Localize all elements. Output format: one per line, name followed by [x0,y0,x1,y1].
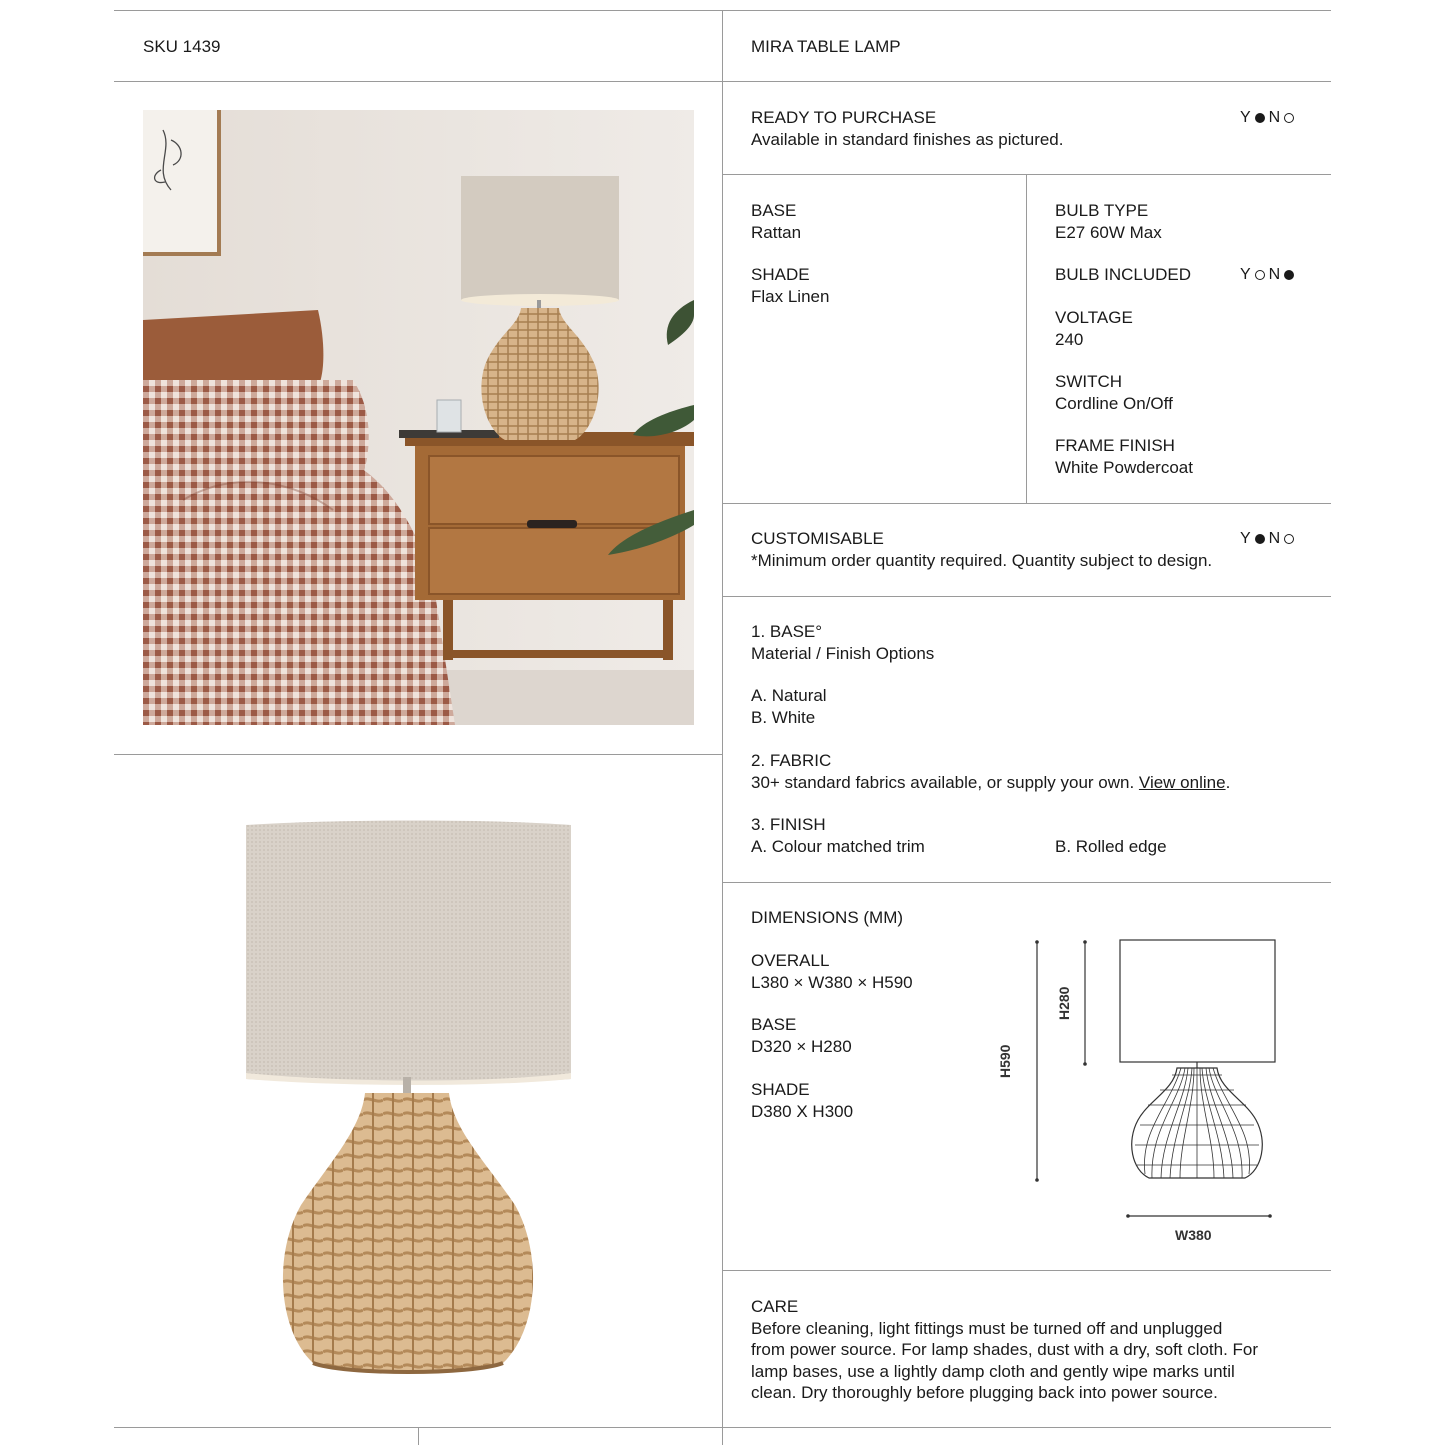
option-fabric-title: 2. FABRIC [751,751,832,770]
dim-shade-label: SHADE [751,1080,810,1099]
dimensions-rule [722,1270,1331,1271]
ready-yn-indicator [1240,107,1294,128]
view-online-link[interactable]: View online [1138,772,1226,792]
spec-base-label: BASE [751,201,797,220]
left-image-divider [114,754,722,755]
specs-divider [1026,174,1027,503]
option-fabric-period: . [1225,772,1231,792]
spec-shade-label: SHADE [751,265,810,284]
diagram-h-total-label: H590 [997,1044,1013,1078]
no-dot-filled [1284,270,1294,280]
yes-letter: Y [1240,266,1251,283]
dim-overall-label: OVERALL [751,951,830,970]
care-line-1: Before cleaning, light fittings must be turned off and unplugged [751,1318,1223,1338]
spec-frame-finish [1055,435,1193,478]
no-dot-empty [1284,113,1294,123]
spec-base [751,200,801,243]
bottom-rule [114,1427,1331,1428]
spec-shade-value: Flax Linen [751,286,830,306]
product-title: MIRA TABLE LAMP [751,37,901,56]
option-fabric-desc: 30+ standard fabrics available, or supply your own. [751,772,1139,792]
dim-shade [751,1079,853,1122]
spec-frame-finish-value: White Powdercoat [1055,457,1193,477]
ready-title: READY TO PURCHASE [751,108,937,127]
spec-bulb-type-value: E27 60W Max [1055,222,1162,242]
spec-switch-label: SWITCH [1055,372,1123,391]
care-line-3: lamp bases, use a lightly damp cloth and gently wipe marks until [751,1361,1235,1381]
yes-letter: Y [1240,109,1251,126]
bulb-included-yn-indicator [1240,264,1294,285]
yes-letter: Y [1240,530,1251,547]
dim-base-label: BASE [751,1015,797,1034]
option-base [751,621,934,664]
customisable-block [751,528,1212,571]
option-base-title: 1. BASE° [751,622,823,641]
diagram-h-shade-label: H280 [1056,986,1072,1020]
dim-shade-value: D380 X H300 [751,1101,854,1121]
customisable-desc: *Minimum order quantity required. Quantity subject to design. [751,550,1213,570]
care-label: CARE [751,1297,799,1316]
spec-shade [751,264,829,307]
dim-overall-value: L380 × W380 × H590 [751,972,913,992]
option-base-choices [751,685,827,728]
ready-label [751,107,1063,150]
option-finish-title: 3. FINISH [751,815,826,834]
spec-bulb-type [1055,200,1162,243]
no-letter: N [1268,109,1281,126]
spec-base-value: Rattan [751,222,802,242]
specs-rule [722,503,1331,504]
spec-frame-finish-label: FRAME FINISH [1055,436,1175,455]
sku-label: SKU 1439 [143,37,221,56]
options-rule [722,882,1331,883]
option-base-b: B. White [751,707,816,727]
option-fabric-desc-line [751,772,1230,794]
option-finish-a: A. Colour matched trim [751,836,925,856]
yes-dot-filled [1255,113,1265,123]
option-base-a: A. Natural [751,686,827,705]
dim-base-value: D320 × H280 [751,1036,852,1056]
no-dot-empty [1284,534,1294,544]
dimension-diagram [1000,930,1300,1250]
spec-switch-value: Cordline On/Off [1055,393,1173,413]
custom-rule [722,596,1331,597]
yes-dot-empty [1255,270,1265,280]
spec-bulb-included-label: BULB INCLUDED [1055,265,1192,284]
product-photo [143,785,694,1400]
customisable-label: CUSTOMISABLE [751,529,884,548]
no-letter: N [1268,266,1281,283]
care-line-4: clean. Dry thoroughly before plugging back into power source. [751,1383,1218,1402]
center-divider [722,10,723,1445]
diagram-width-label: W380 [1175,1227,1212,1243]
lifestyle-photo [143,110,694,725]
option-finish-b: B. Rolled edge [1055,837,1167,856]
no-letter: N [1268,530,1281,547]
spec-voltage-value: 240 [1055,329,1084,349]
care-line-2: from power source. For lamp shades, dust with a dry, soft cloth. For [751,1340,1259,1359]
dim-base [751,1014,852,1057]
care-block [751,1296,1258,1404]
option-base-subtitle: Material / Finish Options [751,643,935,663]
option-finish [751,814,925,857]
spec-bulb-type-label: BULB TYPE [1055,201,1149,220]
yes-dot-filled [1255,534,1265,544]
option-fabric [751,750,1230,793]
dim-overall [751,950,913,993]
ready-desc: Available in standard finishes as pictured. [751,129,1064,149]
dimensions-title: DIMENSIONS (MM) [751,908,904,927]
spec-voltage-label: VOLTAGE [1055,308,1133,327]
spec-switch [1055,371,1173,414]
customisable-yn-indicator [1240,528,1294,549]
spec-voltage [1055,307,1133,350]
bottom-stub [418,1427,419,1445]
